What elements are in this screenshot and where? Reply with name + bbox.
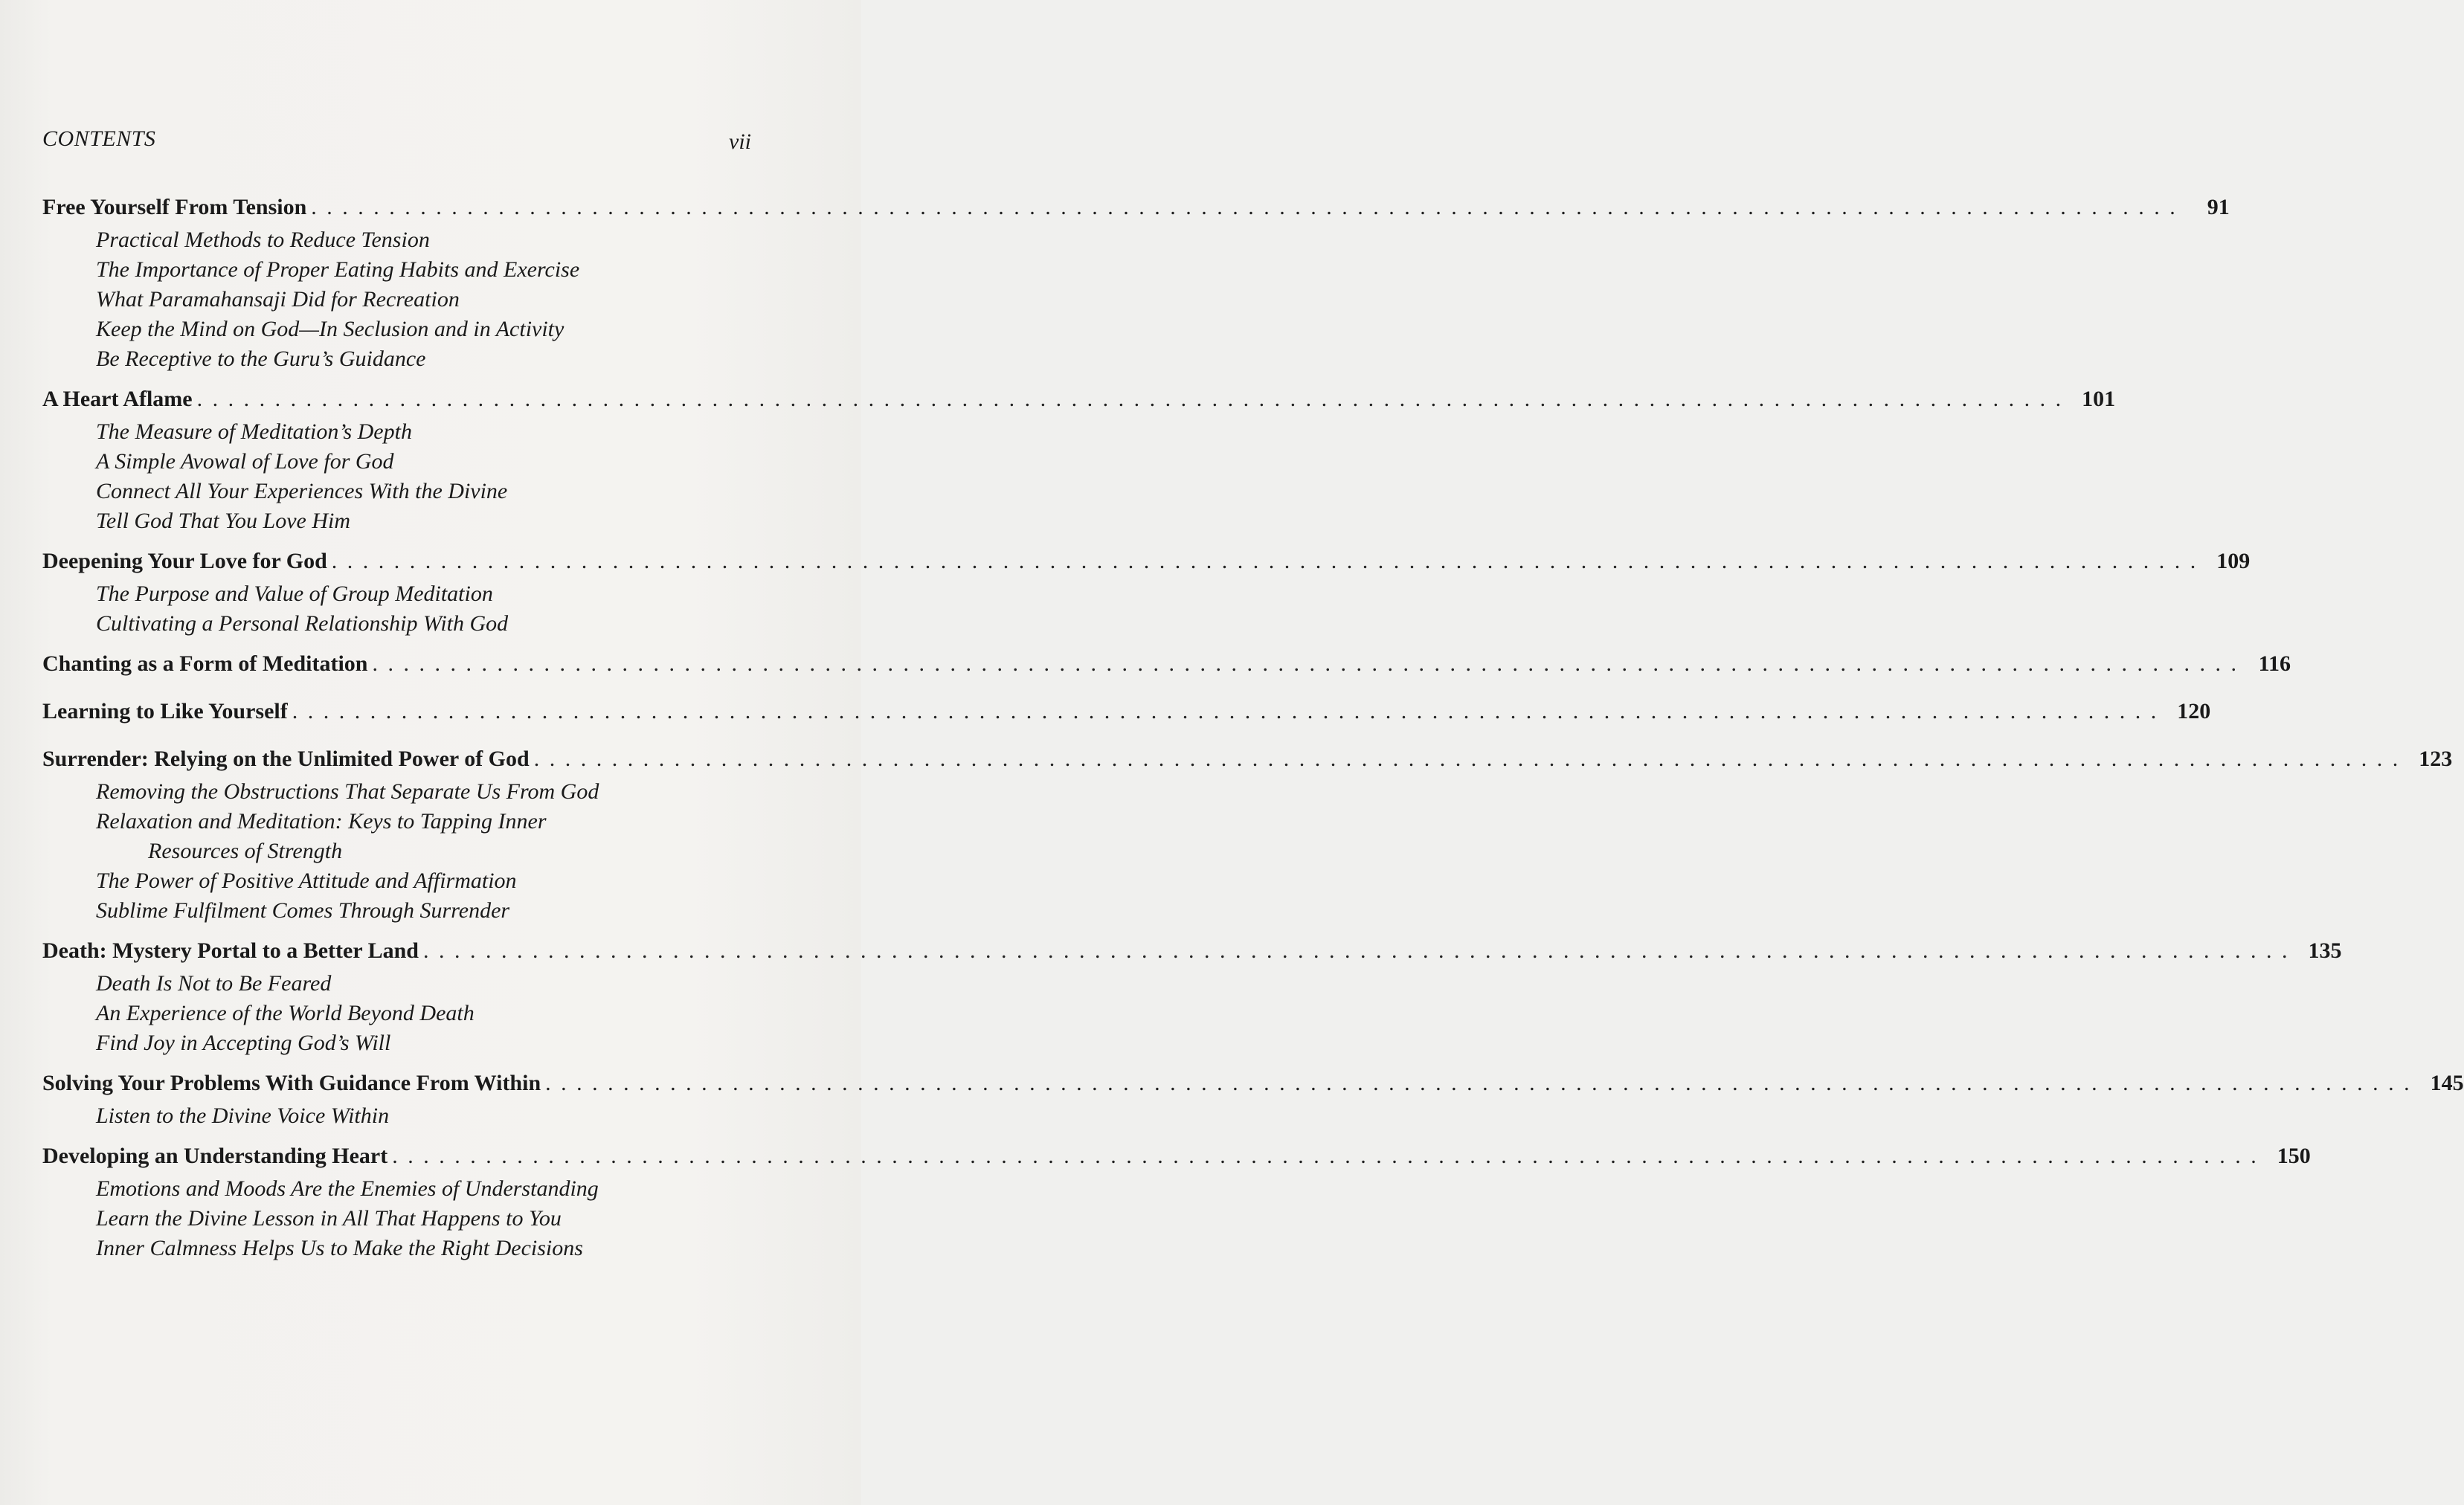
chapter-title: Deepening Your Love for God bbox=[42, 549, 327, 573]
subsection-title: A Simple Avowal of Love for God bbox=[96, 449, 394, 474]
subsection-title: Tell God That You Love Him bbox=[96, 509, 351, 533]
subsection-list bbox=[96, 417, 751, 536]
header-label: CONTENTS bbox=[42, 126, 156, 151]
header-page-number: vii bbox=[729, 129, 751, 154]
subsection-title: The Purpose and Value of Group Meditation bbox=[96, 581, 493, 606]
dot-leader: . . . . . . . . . . . . . . . . . . . . . . . . . . . . . . . . . . . . . . . . . . . . . . . . . . . . . . . . . . . . . . . . . . . . . . . . . . . . . . . . . . . . . . . . . . . . . . . . . . . . . . . . . . . . . . . . . . . . . . . . bbox=[311, 195, 2178, 219]
subsection-title: Learn the Divine Lesson in All That Happens to You bbox=[96, 1206, 562, 1231]
subsection-title: Connect All Your Experiences With the Divine bbox=[96, 479, 508, 503]
toc-entry bbox=[42, 694, 2211, 729]
subsection-list bbox=[96, 777, 751, 926]
chapter-title: Developing an Understanding Heart bbox=[42, 1144, 388, 1168]
chapter-page-number: 109 bbox=[2216, 549, 2251, 573]
toc-entry-row bbox=[42, 1138, 2311, 1174]
toc-entry bbox=[42, 1066, 2464, 1131]
subsection-title: The Measure of Meditation’s Depth bbox=[96, 419, 412, 444]
chapter-title: Surrender: Relying on the Unlimited Power of God bbox=[42, 747, 530, 771]
chapter-page-number: 91 bbox=[2207, 195, 2230, 219]
subsection-title: Keep the Mind on God—In Seclusion and in Activity bbox=[96, 317, 564, 341]
chapter-title: Free Yourself From Tension bbox=[42, 195, 307, 219]
subsection-title: Emotions and Moods Are the Enemies of Understanding bbox=[96, 1176, 599, 1201]
chapter-page-number: 116 bbox=[2258, 651, 2291, 676]
chapter-page-number: 145 bbox=[2430, 1071, 2464, 1095]
chapter-page-number: 120 bbox=[2177, 699, 2211, 724]
chapter-page-number: 135 bbox=[2308, 938, 2342, 963]
subsection-title: Listen to the Divine Voice Within bbox=[96, 1103, 390, 1128]
toc-entry bbox=[42, 544, 2251, 639]
chapter-page-number: 123 bbox=[2419, 747, 2453, 771]
subsection-list bbox=[96, 1101, 751, 1131]
toc-entry bbox=[42, 646, 2291, 682]
subsection-title: Inner Calmness Helps Us to Make the Right Decisions bbox=[96, 1236, 583, 1260]
subsection-list bbox=[96, 969, 751, 1058]
dot-leader: . . . . . . . . . . . . . . . . . . . . . . . . . . . . . . . . . . . . . . . . . . . . . . . . . . . . . . . . . . . . . . . . . . . . . . . . . . . . . . . . . . . . . . . . . . . . . . . . . . . . . . . . . . . . . . . . . . . . . . . . bbox=[423, 938, 2290, 963]
toc-entry-row bbox=[42, 694, 2211, 729]
toc-entry bbox=[42, 1138, 2311, 1263]
toc-entry-row bbox=[42, 544, 2251, 579]
subsection-title: Resources of Strength bbox=[148, 839, 343, 863]
dot-leader: . . . . . . . . . . . . . . . . . . . . . . . . . . . . . . . . . . . . . . . . . . . . . . . . . . . . . . . . . . . . . . . . . . . . . . . . . . . . . . . . . . . . . . . . . . . . . . . . . . . . . . . . . . . . . . . . . . . . . . . . bbox=[392, 1144, 2259, 1168]
dot-leader: . . . . . . . . . . . . . . . . . . . . . . . . . . . . . . . . . . . . . . . . . . . . . . . . . . . . . . . . . . . . . . . . . . . . . . . . . . . . . . . . . . . . . . . . . . . . . . . . . . . . . . . . . . . . . . . . . . . . . . . . bbox=[372, 651, 2239, 676]
subsection-title: Practical Methods to Reduce Tension bbox=[96, 228, 430, 252]
chapter-title: Learning to Like Yourself bbox=[42, 699, 288, 724]
toc-entry-row bbox=[42, 933, 2342, 969]
subsection-title: Cultivating a Personal Relationship With God bbox=[96, 611, 509, 636]
subsection-title: Relaxation and Meditation: Keys to Tapping Inner bbox=[96, 809, 547, 834]
subsection-title: An Experience of the World Beyond Death bbox=[96, 1001, 475, 1025]
chapter-title: Solving Your Problems With Guidance From Within bbox=[42, 1071, 541, 1095]
subsection-title: The Power of Positive Attitude and Affirmation bbox=[96, 868, 517, 893]
dot-leader: . . . . . . . . . . . . . . . . . . . . . . . . . . . . . . . . . . . . . . . . . . . . . . . . . . . . . . . . . . . . . . . . . . . . . . . . . . . . . . . . . . . . . . . . . . . . . . . . . . . . . . . . . . . . . . . . . . . . . . . . bbox=[196, 387, 2064, 411]
subsection-list bbox=[96, 579, 751, 639]
dot-leader: . . . . . . . . . . . . . . . . . . . . . . . . . . . . . . . . . . . . . . . . . . . . . . . . . . . . . . . . . . . . . . . . . . . . . . . . . . . . . . . . . . . . . . . . . . . . . . . . . . . . . . . . . . . . . . . . . . . . . . . . bbox=[533, 747, 2401, 771]
toc-entry-row bbox=[42, 741, 2453, 777]
chapter-title: A Heart Aflame bbox=[42, 387, 193, 411]
toc-entry bbox=[42, 190, 2230, 374]
chapter-page-number: 101 bbox=[2082, 387, 2116, 411]
subsection-title: Be Receptive to the Guru’s Guidance bbox=[96, 347, 426, 371]
toc-entry bbox=[42, 741, 2453, 926]
chapter-title: Chanting as a Form of Meditation bbox=[42, 651, 368, 676]
toc-entry-row bbox=[42, 381, 2116, 417]
subsection-title: Death Is Not to Be Feared bbox=[96, 971, 332, 996]
table-of-contents bbox=[42, 190, 2464, 1271]
toc-entry-row bbox=[42, 1066, 2464, 1101]
toc-entry-row bbox=[42, 190, 2230, 225]
subsection-title: The Importance of Proper Eating Habits and Exercise bbox=[96, 257, 580, 282]
dot-leader: . . . . . . . . . . . . . . . . . . . . . . . . . . . . . . . . . . . . . . . . . . . . . . . . . . . . . . . . . . . . . . . . . . . . . . . . . . . . . . . . . . . . . . . . . . . . . . . . . . . . . . . . . . . . . . . . . . . . . . . . bbox=[545, 1071, 2412, 1095]
subsection-list bbox=[96, 225, 751, 374]
chapter-title: Death: Mystery Portal to a Better Land bbox=[42, 938, 419, 963]
toc-entry bbox=[42, 933, 2342, 1058]
subsection-title: Sublime Fulfilment Comes Through Surrender bbox=[96, 898, 510, 923]
subsection-title: What Paramahansaji Did for Recreation bbox=[96, 287, 460, 312]
dot-leader: . . . . . . . . . . . . . . . . . . . . . . . . . . . . . . . . . . . . . . . . . . . . . . . . . . . . . . . . . . . . . . . . . . . . . . . . . . . . . . . . . . . . . . . . . . . . . . . . . . . . . . . . . . . . . . . . . . . . . . . . bbox=[292, 699, 2159, 724]
chapter-page-number: 150 bbox=[2277, 1144, 2311, 1168]
running-header bbox=[42, 126, 751, 164]
toc-entry-row bbox=[42, 646, 2291, 682]
dot-leader: . . . . . . . . . . . . . . . . . . . . . . . . . . . . . . . . . . . . . . . . . . . . . . . . . . . . . . . . . . . . . . . . . . . . . . . . . . . . . . . . . . . . . . . . . . . . . . . . . . . . . . . . . . . . . . . . . . . . . . . . bbox=[331, 549, 2198, 573]
toc-entry bbox=[42, 381, 2116, 536]
subsection-title: Find Joy in Accepting God’s Will bbox=[96, 1031, 391, 1055]
subsection-list bbox=[96, 1174, 751, 1263]
subsection-title: Removing the Obstructions That Separate Us From God bbox=[96, 779, 599, 804]
